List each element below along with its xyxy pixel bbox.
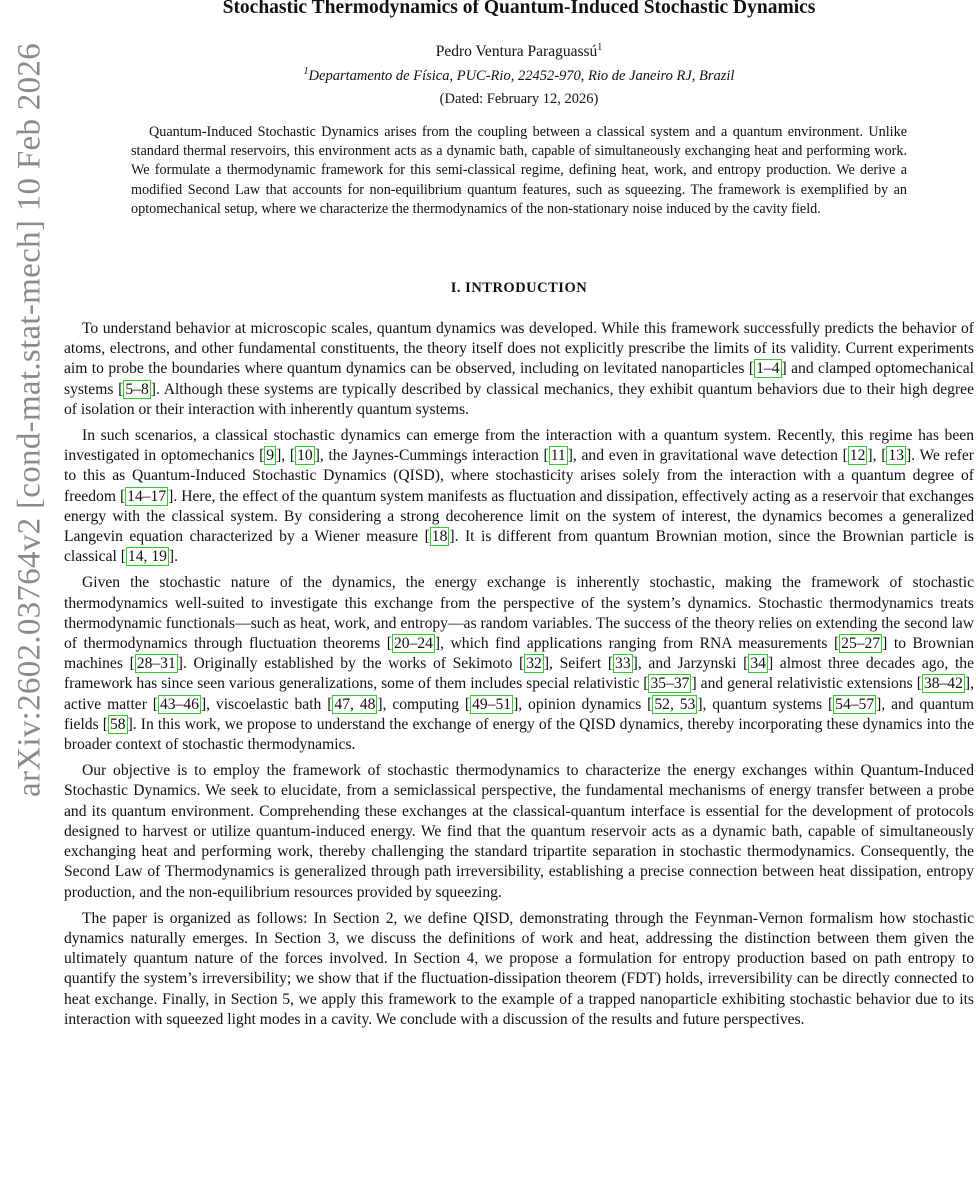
paper-page (64, 0, 974, 1036)
paragraph-text: Our objective is to employ the framework of stochastic thermodynamics to characterize the energy exchanges within Quantum-Induced Stochastic Dynamics. We seek to elucidate, from a semiclassical perspective, the fundamental mechanisms of energy transfer between a probe and its quantum environment. Comprehending these exchanges at the classical-quantum interface is essential for the development of protocols designed to harvest or utilize quantum-induced energy. We find that the quantum reservoir acts as a dynamic bath, capable of simultaneously exchanging heat and performing work, thereby challenging the standard tripartite separation in stochastic thermodynamics. Consequently, the Second Law of Thermodynamics is generalized through path irreversibility, establishing a precise connection between heat dissipation, entropy production, and the non-equilibrium resources provided by squeezing. (64, 762, 974, 901)
paragraph-text: , opinion dynamics (518, 695, 648, 713)
citation-link[interactable]: [ 33 ] (607, 655, 638, 673)
paragraph-4 (64, 761, 974, 902)
paragraph-text: , (281, 447, 290, 465)
citation-link[interactable]: [ 35–37 ] (643, 675, 697, 693)
citation-link[interactable]: [ 25–27 ] (833, 635, 888, 653)
citation-link[interactable]: [ 38–42 ] (916, 675, 971, 693)
citation-link[interactable]: [ 54–57 ] (827, 695, 882, 713)
citation-link[interactable]: [ 5–8 ] (118, 380, 156, 398)
paragraph-5 (64, 909, 974, 1030)
paragraph-text: , (872, 447, 882, 465)
paragraph-text: In such scenarios, a classical stochastic dynamics can emerge from the interaction with a quantum system. Recently, this regime has been investigated in optomechanics (64, 427, 974, 465)
citation-link[interactable]: [ 14–17 ] (119, 487, 174, 505)
paragraph-text: . We refer to this as Quantum-Induced Stochastic Dynamics (QISD), where stochasticity arises solely from the interaction with a quantum degree of freedom (64, 447, 974, 505)
citation-link[interactable]: [ 11 ] (543, 447, 573, 465)
paragraph-text: To understand behavior at microscopic scales, quantum dynamics was developed. While this framework successfully predicts the behavior of atoms, electrons, and other fundamental constituents, the theory itself does not explicitly prescribe the limits of its validity. Current experiments aim to probe the boundaries where quantum dynamics can be observed, including on levitated nanoparticles (64, 320, 974, 378)
citation-link[interactable]: [ 9 ] (259, 447, 282, 465)
citation-link[interactable]: [ 58 ] (102, 715, 133, 733)
paragraph-text: , Seifert (549, 655, 608, 673)
paragraph-text: , viscoelastic bath (206, 695, 328, 713)
citation-link[interactable]: [ 20–24 ] (386, 635, 441, 653)
citation-link[interactable]: [ 52, 53 ] (647, 695, 703, 713)
paper-title: Stochastic Thermodynamics of Quantum-Induced Stochastic Dynamics (222, 0, 816, 18)
affiliation-mark: 1 (303, 66, 309, 78)
paragraph-text: and clamped optomechanical systems (64, 360, 974, 398)
paragraph-text: and general relativistic extensions (696, 675, 917, 693)
paragraph-text: . In this work, we propose to understand the exchange of energy of the QISD dynamics, thereby incorporating these dynamics into the broader context of stochastic thermodynamics. (64, 715, 975, 754)
citation-link[interactable]: [ 34 ] (743, 655, 774, 673)
paragraph-text: , quantum systems (702, 695, 828, 713)
paragraph-text: almost three decades ago, the framework has since seen various generalizations, some of them includes special relativistic (64, 655, 974, 693)
date-line: (Dated: February 12, 2026) (439, 91, 599, 107)
affiliation-line (64, 66, 974, 86)
citation-link[interactable]: [ 47, 48 ] (327, 695, 383, 713)
citation-link[interactable]: [ 13 ] (881, 447, 912, 465)
citation-link[interactable]: [ 18 ] (424, 528, 455, 546)
author-affiliation-mark: 1 (597, 41, 603, 53)
author-line (64, 42, 974, 62)
citation-link[interactable]: [ 14, 19 ] (120, 548, 175, 566)
paragraph-text: , and even in gravitational wave detection (572, 447, 843, 465)
paragraph-text: to Brownian machines (64, 635, 975, 673)
paragraph-text: , and Jarzynski (637, 655, 744, 673)
citation-link[interactable]: [ 43–46 ] (152, 695, 207, 713)
paragraph-text: The paper is organized as follows: In Section 2, we define QISD, demonstrating through the Feynman-Vernon formalism how stochastic dynamics naturally emerges. In Section 3, we discuss the definitions of work and heat, addressing the distinction between them given the ultimately quantum nature of the forces involved. In Section 4, we propose a formulation for entropy production based on path entropy to quantify the system’s irreversibility; we show that if the fluctuation-dissipation theorem (FDT) holds, irreversibility can be directly connected to heat exchange. Finally, in Section 5, we apply this framework to the example of a trapped nanoparticle exhibiting stochastic behavior due to its interaction with squeezed light modes in a cavity. We conclude with a discussion of the results and future perspectives. (64, 909, 974, 1028)
citation-link[interactable]: [ 1–4 ] (748, 360, 787, 378)
paragraph-1 (64, 319, 974, 420)
citation-link[interactable]: [ 32 ] (519, 655, 550, 673)
arxiv-sidebar (0, 0, 60, 1200)
paragraph-text: , the Jaynes-Cummings interaction (319, 447, 544, 465)
citation-link[interactable]: [ 12 ] (842, 447, 873, 465)
citation-link[interactable]: [ 49–51 ] (464, 695, 519, 713)
paragraph-text: . Here, the effect of the quantum system manifests as fluctuation and dissipation, effectively acting as a reservoir that exchanges energy with the classical system. By considering a strong decoherence limit on the system of interest, the dynamics becomes a generalized Langevin equation characterized by a Wiener measure (64, 487, 974, 546)
paragraph-text: , active matter (64, 675, 974, 713)
arxiv-identifier: arXiv:2602.03764v2 [cond-mat.stat-mech] 10 Feb 2026 (11, 43, 48, 797)
paragraph-text: , computing (382, 695, 465, 713)
paragraph-text: . (174, 548, 179, 566)
introduction-body (64, 319, 974, 1030)
paragraph-text: . It is different from quantum Brownian motion, since the Brownian particle is classical (64, 528, 974, 566)
author-name: Pedro Ventura Paraguassú (435, 43, 598, 60)
paragraph-text: . Although these systems are typically described by classical mechanics, they exhibit quantum behaviors due to their high degree of isolation or their interaction with inherently quantum systems. (64, 380, 974, 418)
paragraph-text: , which find applications ranging from RNA measurements (440, 635, 834, 653)
paragraph-text: Given the stochastic nature of the dynamics, the energy exchange is inherently stochastic, making the framework of stochastic thermodynamics well-suited to investigate this exchange from the perspective of the system’s dynamics. Stochastic thermodynamics treats thermodynamic functionals—such as heat, work, and entropy—as random variables. The success of the theory relies on extending the second law of thermodynamics through fluctuation theorems (64, 574, 974, 653)
citation-link[interactable]: [ 28–31 ] (129, 655, 183, 673)
section-heading-introduction: I. INTRODUCTION (450, 280, 588, 297)
citation-link[interactable]: [ 10 ] (289, 447, 320, 465)
paragraph-text: , and quantum fields (64, 695, 975, 733)
paragraph-2 (64, 426, 974, 567)
paragraph-text: . Originally established by the works of Sekimoto (182, 655, 520, 673)
paragraph-3 (64, 573, 974, 755)
abstract: Quantum-Induced Stochastic Dynamics arises from the coupling between a classical system and a quantum environment. Unlike standard thermal reservoirs, this environment acts as a dynamic bath, capable of simultaneously exchanging heat and performing work. We formulate a thermodynamic framework for this semi-classical regime, defining heat, work, and entropy production. We derive a modified Second Law that accounts for non-equilibrium quantum features, such as squeezing. The framework is exemplified by an optomechanical setup, where we characterize the thermodynamics of the non-stationary noise induced by the cavity field. (131, 124, 907, 217)
affiliation: Departamento de Física, PUC-Rio, 22452-970, Rio de Janeiro RJ, Brazil (308, 68, 735, 84)
